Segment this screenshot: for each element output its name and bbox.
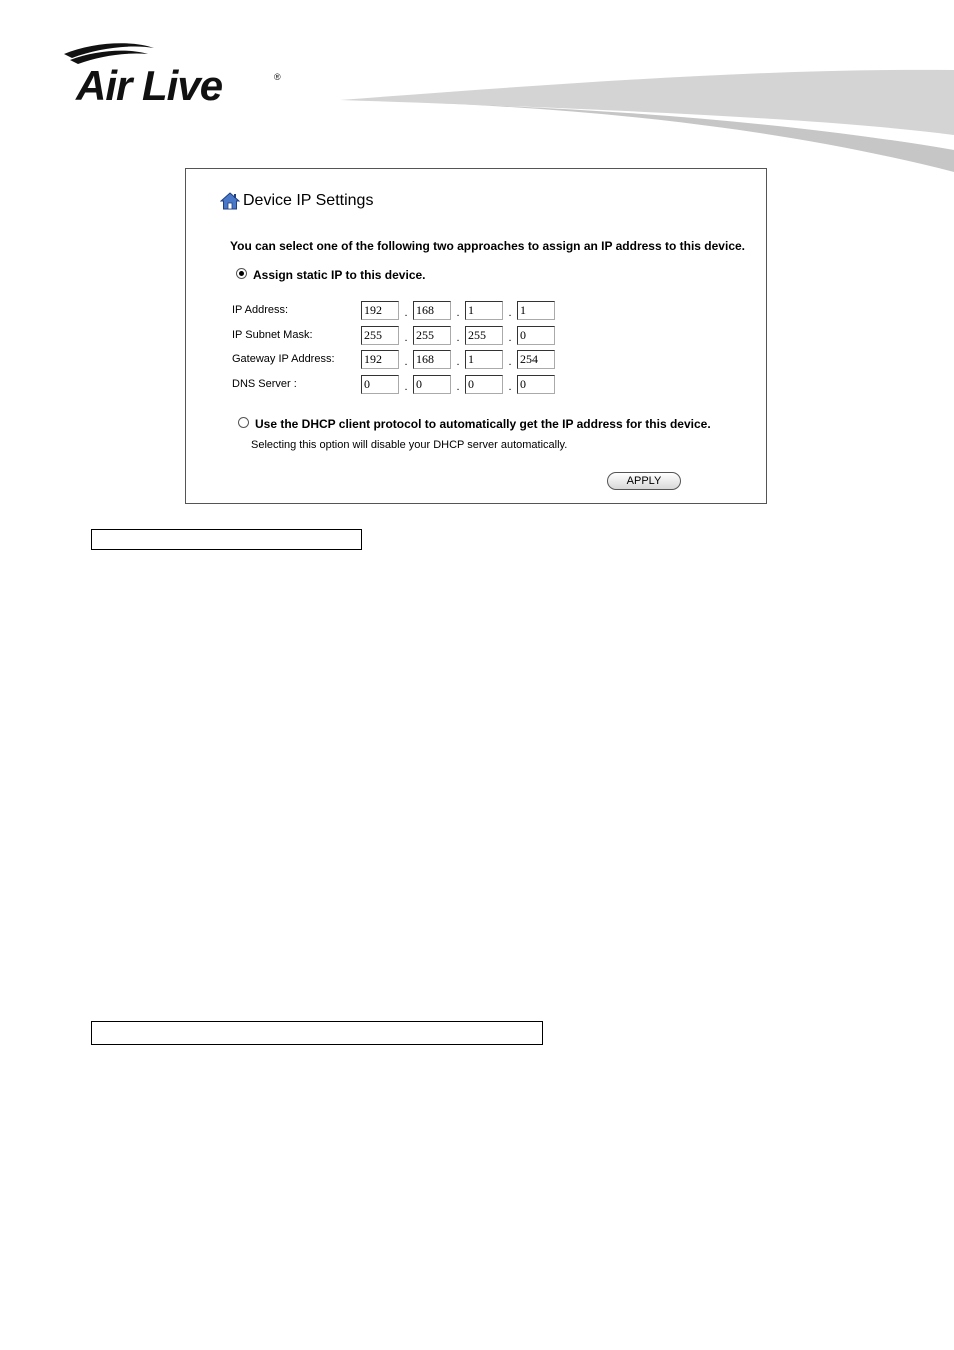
dns-server-octet-3[interactable]: 0 [465,375,503,394]
subnet-mask-octet-4[interactable]: 0 [517,326,555,345]
gateway-ip-octet-1[interactable]: 192 [361,350,399,369]
ip-address-label: IP Address: [232,304,289,316]
dns-server-octet-1[interactable]: 0 [361,375,399,394]
intro-text: You can select one of the following two approaches to assign an IP address to this device. [230,239,745,253]
octet-separator: . [456,307,460,319]
dns-server-octet-4[interactable]: 0 [517,375,555,394]
subnet-mask-row [232,325,555,345]
gateway-ip-octet-3[interactable]: 1 [465,350,503,369]
octet-separator: . [508,356,512,368]
apply-button[interactable]: APPLY [607,472,681,490]
dns-server-octet-2[interactable]: 0 [413,375,451,394]
static-ip-radio[interactable] [236,268,247,279]
dhcp-client-option[interactable] [238,417,711,431]
ip-address-row [232,300,555,320]
device-ip-settings-panel [185,168,767,504]
dhcp-client-label: Use the DHCP client protocol to automatically get the IP address for this device. [255,417,711,431]
octet-separator: . [404,332,408,344]
dhcp-client-radio[interactable] [238,417,249,428]
svg-text:®: ® [274,72,281,82]
dns-server-label: DNS Server : [232,378,297,390]
octet-separator: . [404,356,408,368]
octet-separator: . [404,307,408,319]
ip-address-octet-1[interactable]: 192 [361,301,399,320]
octet-separator: . [508,381,512,393]
subnet-mask-octet-1[interactable]: 255 [361,326,399,345]
ip-address-octet-4[interactable]: 1 [517,301,555,320]
ip-address-octet-3[interactable]: 1 [465,301,503,320]
static-ip-option[interactable] [236,268,426,282]
octet-separator: . [456,332,460,344]
caption-box [91,529,362,550]
page-title: Device IP Settings [243,192,374,209]
dns-server-row [232,374,555,394]
subnet-mask-label: IP Subnet Mask: [232,329,313,341]
static-ip-label: Assign static IP to this device. [253,268,426,282]
octet-separator: . [508,307,512,319]
panel-header [220,191,373,211]
gateway-ip-octet-2[interactable]: 168 [413,350,451,369]
octet-separator: . [456,356,460,368]
dhcp-note: Selecting this option will disable your DHCP server automatically. [251,439,568,451]
home-icon [220,191,240,211]
octet-separator: . [404,381,408,393]
gateway-ip-row [232,349,555,369]
subnet-mask-octet-3[interactable]: 255 [465,326,503,345]
gateway-ip-octet-4[interactable]: 254 [517,350,555,369]
ip-address-octet-2[interactable]: 168 [413,301,451,320]
airlive-logo [62,40,287,108]
gateway-ip-label: Gateway IP Address: [232,353,335,365]
svg-text:Air Live: Air Live [76,62,223,108]
octet-separator: . [508,332,512,344]
header-swoosh [340,60,954,180]
subnet-mask-octet-2[interactable]: 255 [413,326,451,345]
caption-box [91,1021,543,1045]
octet-separator: . [456,381,460,393]
